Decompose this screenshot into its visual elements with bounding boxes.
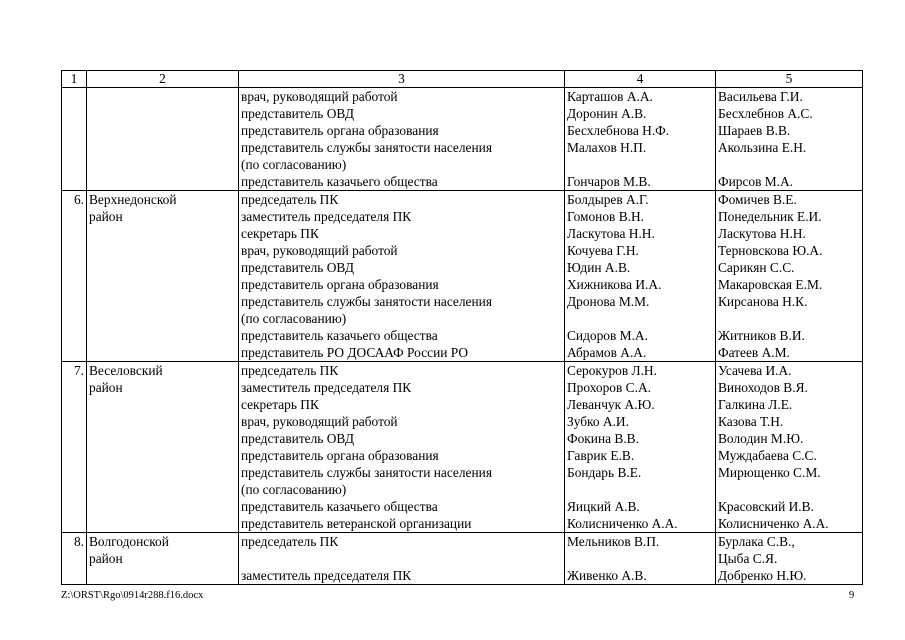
member-name: Бесхлебнова Н.Ф. <box>567 123 670 138</box>
district-row <box>62 88 863 191</box>
member-name: Фокина В.В. <box>567 431 639 446</box>
reserve-member-name: Васильева Г.И. <box>718 89 803 104</box>
commission-table <box>61 70 863 585</box>
reserve-member-name: Бесхлебнов А.С. <box>718 106 813 121</box>
column-number-5: 5 <box>716 71 863 88</box>
table-header-row <box>62 71 863 88</box>
position-cell <box>239 362 565 533</box>
member-name: Прохоров С.А. <box>567 380 651 395</box>
reserve-member-name <box>718 481 860 498</box>
member-name <box>567 481 713 498</box>
district-row <box>62 533 863 585</box>
position-line: председатель ПК <box>241 363 339 378</box>
reserve-member-name: Муждабаева С.С. <box>718 448 817 463</box>
position-line: представитель ОВД <box>241 431 354 446</box>
reserve-member-name: Макаровская Е.М. <box>718 277 823 292</box>
reserve-member-name: Галкина Л.Е. <box>718 397 793 412</box>
reserve-member-name: Казова Т.Н. <box>718 414 784 429</box>
position-line: представитель службы занятости населения <box>241 294 492 309</box>
position-line: представитель казачьего общества <box>241 328 438 343</box>
member-name: Гаврик Е.В. <box>567 448 635 463</box>
member-name: Мельников В.П. <box>567 534 660 549</box>
district-name-line: Верхнедонской <box>89 192 177 207</box>
reserve-member-name: Акользина Е.Н. <box>718 140 807 155</box>
reserve-member-name: Кирсанова Н.К. <box>718 294 808 309</box>
reserve-member-name: Терновскова Ю.А. <box>718 243 823 258</box>
position-line: представитель органа образования <box>241 277 439 292</box>
member-name: Карташов А.А. <box>567 89 653 104</box>
column-number-4: 4 <box>565 71 716 88</box>
member-name: Яицкий А.В. <box>567 499 640 514</box>
position-line: секретарь ПК <box>241 226 319 241</box>
reserve-member-name: Шараев В.В. <box>718 123 791 138</box>
position-line: представитель ветеранской организации <box>241 516 472 531</box>
member-name: Хижникова И.А. <box>567 277 662 292</box>
position-line: представитель казачьего общества <box>241 499 438 514</box>
reserve-member-cell <box>716 362 863 533</box>
position-line: (по согласованию) <box>241 311 347 326</box>
row-number <box>62 88 87 191</box>
district-row <box>62 362 863 533</box>
member-name: Болдырев А.Г. <box>567 192 649 207</box>
member-name: Колисниченко А.А. <box>567 516 678 531</box>
position-line: представитель службы занятости населения <box>241 140 492 155</box>
reserve-member-name <box>718 156 860 173</box>
position-cell <box>239 191 565 362</box>
position-line: представитель службы занятости населения <box>241 465 492 480</box>
district-name <box>87 533 239 585</box>
district-name-line: район <box>89 551 123 566</box>
member-name: Дронова М.М. <box>567 294 650 309</box>
district-name <box>87 191 239 362</box>
document-path: Z:\ORST\Rgo\0914r288.f16.docx <box>61 590 204 601</box>
member-name <box>567 550 713 567</box>
reserve-member-cell <box>716 533 863 585</box>
position-line: представитель казачьего общества <box>241 174 438 189</box>
reserve-member-name: Сарикян С.С. <box>718 260 795 275</box>
member-name: Гончаров М.В. <box>567 174 651 189</box>
member-name: Живенко А.В. <box>567 568 647 583</box>
row-number: 8. <box>62 533 87 585</box>
member-name: Зубко А.И. <box>567 414 629 429</box>
member-name: Кочуева Г.Н. <box>567 243 639 258</box>
position-line: председатель ПК <box>241 534 339 549</box>
position-line: представитель органа образования <box>241 448 439 463</box>
column-number-3: 3 <box>239 71 565 88</box>
row-number: 6. <box>62 191 87 362</box>
member-name: Ласкутова Н.Н. <box>567 226 655 241</box>
district-name-line: район <box>89 209 123 224</box>
district-name <box>87 362 239 533</box>
member-cell <box>565 191 716 362</box>
member-cell <box>565 88 716 191</box>
district-name-line: Волгодонской <box>89 534 169 549</box>
member-name <box>567 310 713 327</box>
reserve-member-name: Цыба С.Я. <box>718 551 778 566</box>
member-name <box>567 156 713 173</box>
district-row <box>62 191 863 362</box>
member-name: Леванчук А.Ю. <box>567 397 655 412</box>
reserve-member-name: Усачева И.А. <box>718 363 792 378</box>
district-name-line: Веселовский <box>89 363 163 378</box>
reserve-member-name: Ласкутова Н.Н. <box>718 226 806 241</box>
reserve-member-name: Виноходов В.Я. <box>718 380 808 395</box>
reserve-member-name: Фирсов М.А. <box>718 174 794 189</box>
member-name: Юдин А.В. <box>567 260 631 275</box>
table-body <box>62 88 863 585</box>
reserve-member-name: Володин М.Ю. <box>718 431 804 446</box>
column-number-1: 1 <box>62 71 87 88</box>
reserve-member-name: Красовский И.В. <box>718 499 814 514</box>
member-name: Бондарь В.Е. <box>567 465 642 480</box>
reserve-member-cell <box>716 191 863 362</box>
member-cell <box>565 533 716 585</box>
position-line: заместитель председателя ПК <box>241 380 412 395</box>
district-name-line: район <box>89 380 123 395</box>
page-number: 9 <box>849 590 855 601</box>
position-line: председатель ПК <box>241 192 339 207</box>
member-name: Сидоров М.А. <box>567 328 648 343</box>
position-line: заместитель председателя ПК <box>241 568 412 583</box>
reserve-member-cell <box>716 88 863 191</box>
reserve-member-name: Фомичев В.Е. <box>718 192 797 207</box>
reserve-member-name: Житников В.И. <box>718 328 805 343</box>
member-name: Абрамов А.А. <box>567 345 647 360</box>
position-line: врач, руководящий работой <box>241 89 398 104</box>
reserve-member-name: Мирющенко С.М. <box>718 465 821 480</box>
position-line: врач, руководящий работой <box>241 414 398 429</box>
position-line: (по согласованию) <box>241 157 347 172</box>
column-number-2: 2 <box>87 71 239 88</box>
position-line: (по согласованию) <box>241 482 347 497</box>
member-name: Серокуров Л.Н. <box>567 363 657 378</box>
position-line: секретарь ПК <box>241 397 319 412</box>
position-line: представитель ОВД <box>241 106 354 121</box>
district-name <box>87 88 239 191</box>
member-name: Гомонов В.Н. <box>567 209 645 224</box>
position-line: представитель органа образования <box>241 123 439 138</box>
row-number: 7. <box>62 362 87 533</box>
member-cell <box>565 362 716 533</box>
reserve-member-name <box>718 310 860 327</box>
position-line <box>241 550 562 567</box>
position-cell <box>239 88 565 191</box>
position-line: врач, руководящий работой <box>241 243 398 258</box>
member-name: Малахов Н.П. <box>567 140 647 155</box>
position-line: представитель РО ДОСААФ России РО <box>241 345 469 360</box>
reserve-member-name: Бурлака С.В., <box>718 534 795 549</box>
position-cell <box>239 533 565 585</box>
position-line: заместитель председателя ПК <box>241 209 412 224</box>
reserve-member-name: Добренко Н.Ю. <box>718 568 807 583</box>
position-line: представитель ОВД <box>241 260 354 275</box>
reserve-member-name: Фатеев А.М. <box>718 345 790 360</box>
member-name: Доронин А.В. <box>567 106 647 121</box>
reserve-member-name: Понедельник Е.И. <box>718 209 822 224</box>
reserve-member-name: Колисниченко А.А. <box>718 516 829 531</box>
